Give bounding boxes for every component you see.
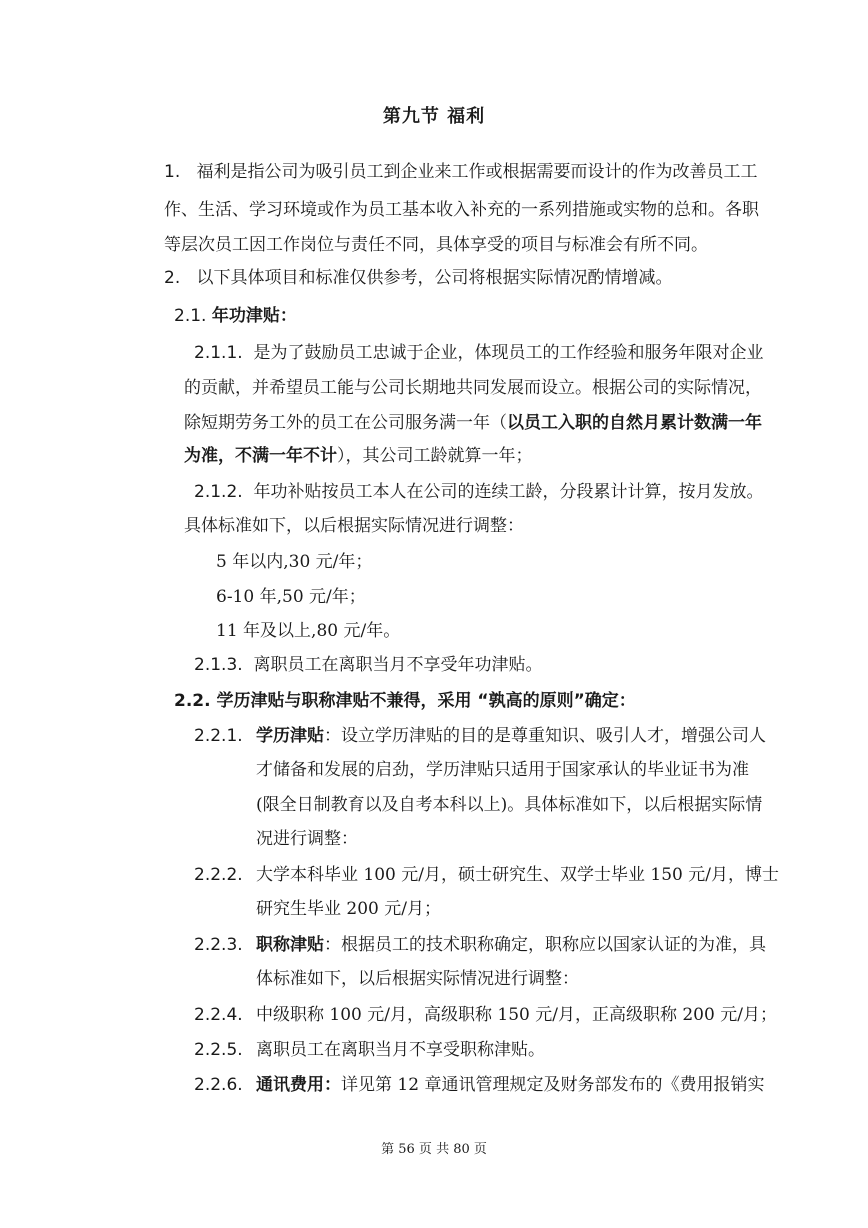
list-item: 11 年及以上,80 元/年。 [216,621,401,641]
section-2-2-6-number: 2.2.6. [194,1075,243,1095]
section-2-2-3 [194,933,243,957]
section-2-2-6-label: 通讯费用： [256,1075,341,1095]
section-2-2-3-line-1 [256,933,766,957]
list-item: 5 年以内,30 元/年； [216,552,373,572]
section-2-2-4 [194,1003,243,1027]
section-2-1-1-line-2: 的贡献，并希望员工能与公司长期地共同发展而设立。根据公司的实际情况， [184,378,762,398]
section-2-1-label: 年功津贴： [211,306,297,326]
section-2-2-4-text: 中级职称 100 元/月，高级职称 150 元/月，正高级职称 200 元/月； [256,1005,777,1025]
para-2-text: 以下具体项目和标准仅供参考，公司将根据实际情况酌情增减。 [196,268,673,288]
section-title: 第九节 福利 [382,106,486,127]
section-2-2-6-text: 详见第 12 章通讯管理规定及财务部发布的《费用报销实 [341,1075,765,1095]
section-2-1-2 [194,480,763,504]
section-2-2-1-line-2: 才储备和发展的启劲，学历津贴只适用于国家承认的毕业证书为准 [256,760,749,780]
page-footer: 第 56 页 共 80 页 [381,1142,487,1157]
section-2-1-1-line-4-bold: 为准，不满一年不计 [184,446,337,466]
section-2-2-1 [194,724,243,748]
section-2-2-6 [194,1073,243,1097]
section-2-1-1-line-4 [184,444,533,468]
section-2-1 [174,304,297,328]
section-2-1-1-line-3 [184,411,762,435]
section-2-2-1-line-1 [256,724,766,748]
section-2-2-2 [194,863,243,887]
section-2-2-1-text: ：设立学历津贴的目的是尊重知识、吸引人才，增强公司人 [324,726,766,746]
section-2-1-3-number: 2.1.3. [194,655,243,675]
section-2-2-2-number: 2.2.2. [194,865,243,885]
section-2-1-1-line-1: 是为了鼓励员工忠诚于企业，体现员工的工作经验和服务年限对企业 [253,343,764,363]
section-2-2-5-number: 2.2.5. [194,1040,243,1060]
section-2-1-2-line-1: 年功补贴按员工本人在公司的连续工龄，分段累计计算，按月发放。 [253,482,764,502]
section-2-2-1-line-4: 况进行调整： [256,829,358,849]
section-2-1-1-line-4-text: ），其公司工龄就算一年； [337,446,533,466]
section-2-1-3-text: 离职员工在离职当月不享受年功津贴。 [253,655,543,675]
section-2-2-2-line-2: 研究生毕业 200 元/月； [256,899,441,919]
section-2-2-6-line-1 [256,1073,764,1097]
para-1-line-1: 福利是指公司为吸引员工到企业来工作或根据需要而设计的作为改善员工工 [196,162,758,182]
section-2-2-3-number: 2.2.3. [194,935,243,955]
section-2-2-4-number: 2.2.4. [194,1005,243,1025]
para-1 [164,160,757,184]
section-2-2-1-line-3: (限全日制教育以及自考本科以上)。具体标准如下，以后根据实际情 [256,795,763,815]
para-1-line-2: 作、生活、学习环境或作为员工基本收入补充的一系列措施或实物的总和。各职 [164,200,759,220]
section-2-2-3-text: ：根据员工的技术职称确定，职称应以国家认证的为准，具 [324,935,766,955]
section-2-2-5 [194,1038,243,1062]
section-2-1-number: 2.1. [174,306,207,326]
section-2-1-1-line-3-text: 除短期劳务工外的员工在公司服务满一年（ [184,413,507,433]
section-2-1-1-number: 2.1.1. [194,343,243,363]
section-2-2-number: 2.2. [174,691,211,711]
section-2-2 [174,689,636,713]
section-2-2-1-label: 学历津贴 [256,726,324,746]
section-2-1-1 [194,341,763,365]
section-2-2-3-label: 职称津贴 [256,935,324,955]
para-1-number: 1. [164,162,181,182]
section-2-2-text: 学历津贴与职称津贴不兼得，采用 “孰高的原则”确定： [216,691,636,711]
para-1-line-3: 等层次员工因工作岗位与责任不同，具体享受的项目与标准会有所不同。 [164,235,708,255]
section-2-2-1-number: 2.2.1. [194,726,243,746]
section-2-1-3 [194,653,542,677]
section-2-1-2-number: 2.1.2. [194,482,243,502]
section-2-2-2-line-1: 大学本科毕业 100 元/月，硕士研究生、双学士毕业 150 元/月，博士 [256,865,779,885]
para-2 [164,266,672,290]
para-2-number: 2. [164,268,181,288]
section-2-1-1-line-3-bold: 以员工入职的自然月累计数满一年 [507,413,762,433]
section-2-2-5-text: 离职员工在离职当月不享受职称津贴。 [256,1040,545,1060]
section-2-2-3-line-2: 体标准如下，以后根据实际情况进行调整： [256,969,579,989]
section-2-1-2-line-2: 具体标准如下，以后根据实际情况进行调整： [184,516,524,536]
list-item: 6-10 年,50 元/年； [216,587,366,607]
